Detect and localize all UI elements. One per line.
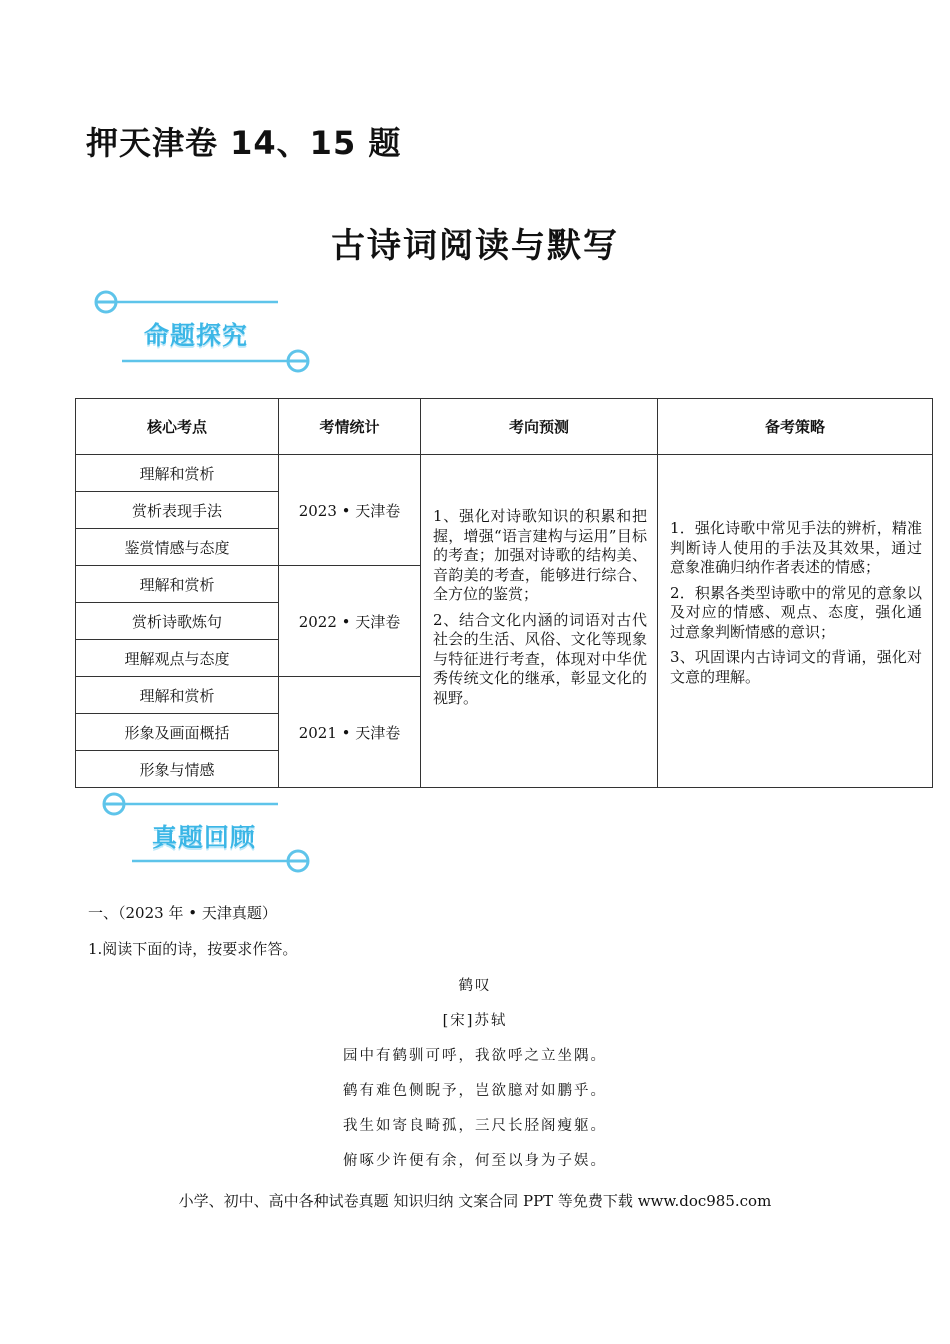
poem-title: 鹤叹 xyxy=(458,978,492,994)
table-cell-point: 赏析诗歌炼句 xyxy=(76,603,279,640)
table-cell-trend xyxy=(421,455,658,788)
banner-label: 命题探究 xyxy=(144,321,249,350)
table-cell-point: 理解和赏析 xyxy=(76,566,279,603)
trend-item-1: 1、强化对诗歌知识的积累和把握，增强“语言建构与运用”目标的考查；加强对诗歌的结构美、音韵美的考查，能够进行综合、全方位的鉴赏； xyxy=(433,507,647,603)
table-cell-point: 理解和赏析 xyxy=(76,677,279,714)
table-cell-point: 赏析表现手法 xyxy=(76,492,279,529)
section-title: 古诗词阅读与默写 xyxy=(331,226,619,266)
strategy-item-3: 3、巩固课内古诗词文的背诵，强化对文意的理解。 xyxy=(670,648,922,686)
table-cell-year: 2021 • 天津卷 xyxy=(279,677,421,788)
poem-line: 园中有鹤驯可呼，我欲呼之立坐隅。 xyxy=(343,1048,607,1064)
col-header-trend: 考向预测 xyxy=(421,399,658,455)
banner-label: 真题回顾 xyxy=(152,823,257,852)
table-cell-point: 理解观点与态度 xyxy=(76,640,279,677)
poem-line: 鹤有难色侧睨予，岂欲臆对如鹏乎。 xyxy=(343,1083,607,1099)
table-cell-year: 2023 • 天津卷 xyxy=(279,455,421,566)
table-header-row xyxy=(76,399,933,455)
table-cell-strategy xyxy=(658,455,933,788)
question-section: 一、（2023 年 • 天津真题） xyxy=(88,904,277,922)
strategy-item-1: 1．强化诗歌中常见手法的辨析，精准判断诗人使用的手法及其效果，通过意象准确归纳作者表述的情感； xyxy=(670,519,922,576)
page-title: 押天津卷 14、15 题 xyxy=(86,124,402,162)
col-header-strategy: 备考策略 xyxy=(658,399,933,455)
exam-analysis-table xyxy=(75,398,933,788)
banner-mingti xyxy=(92,288,322,368)
poem-line: 我生如寄良畸孤，三尺长胫阁瘦躯。 xyxy=(343,1118,607,1134)
table-cell-point: 理解和赏析 xyxy=(76,455,279,492)
poem-author: [宋]苏轼 xyxy=(442,1013,508,1029)
table-cell-point: 形象与情感 xyxy=(76,751,279,788)
banner-zhenti xyxy=(92,790,322,870)
trend-item-2: 2、结合文化内涵的词语对古代社会的生活、风俗、文化等现象与特征进行考查，体现对中华优秀传统文化的继承，彰显文化的视野。 xyxy=(433,610,647,707)
col-header-core: 核心考点 xyxy=(76,399,279,455)
strategy-item-2: 2．积累各类型诗歌中的常见的意象以及对应的情感、观点、态度，强化通过意象判断情感的意识； xyxy=(670,583,922,641)
page-footer: 小学、初中、高中各种试卷真题 知识归纳 文案合同 PPT 等免费下载 www.doc985.com xyxy=(178,1192,772,1210)
table-cell-point: 形象及画面概括 xyxy=(76,714,279,751)
col-header-stats: 考情统计 xyxy=(279,399,421,455)
question-prompt: 1.阅读下面的诗，按要求作答。 xyxy=(88,940,298,958)
table-cell-point: 鉴赏情感与态度 xyxy=(76,529,279,566)
table-cell-year: 2022 • 天津卷 xyxy=(279,566,421,677)
poem-line: 俯啄少许便有余，何至以身为子娱。 xyxy=(343,1153,607,1169)
